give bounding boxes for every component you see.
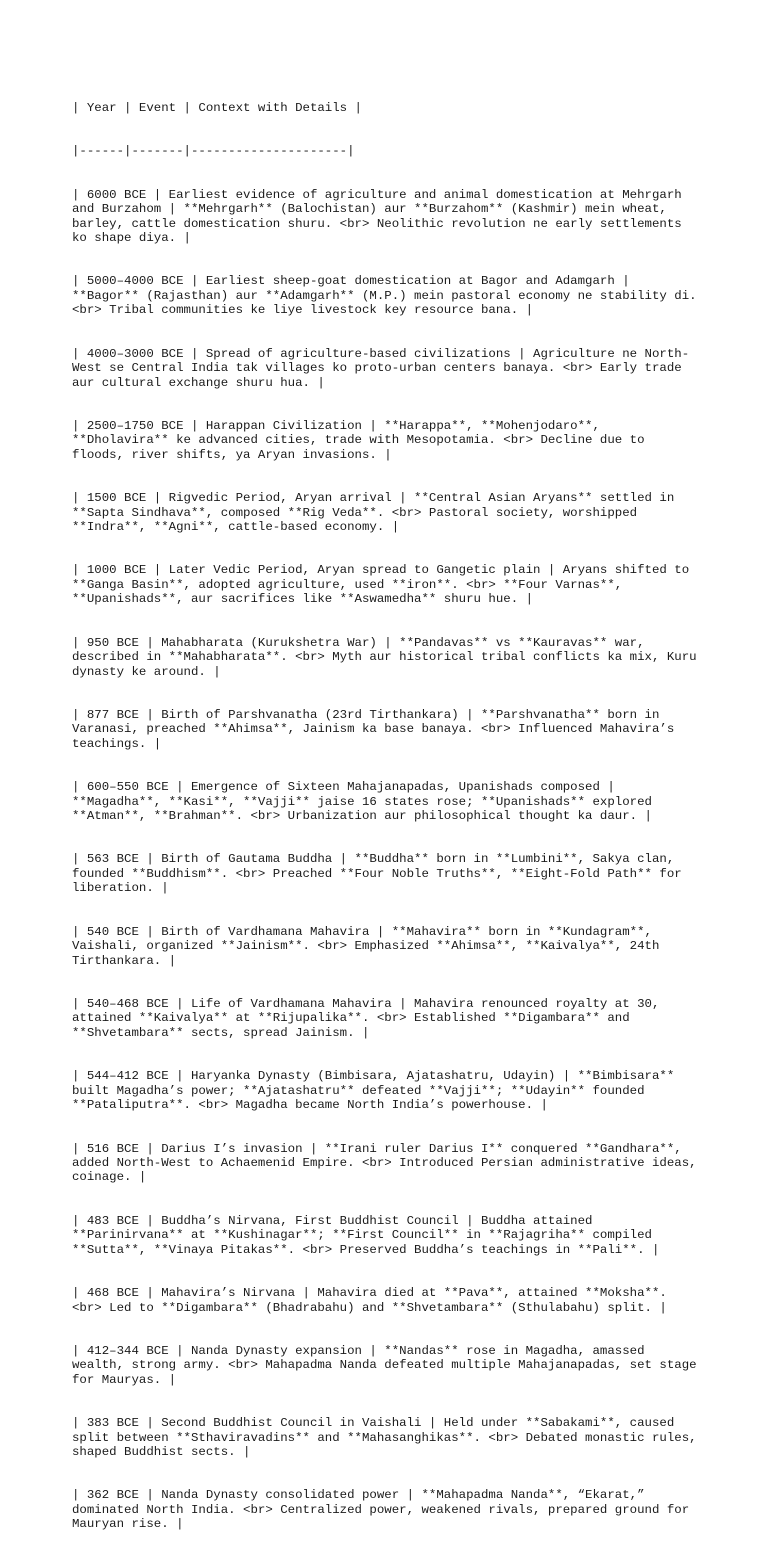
table-row-468-bce: | 468 BCE | Mahavira’s Nirvana | Mahavira died at **Pava**, attained **Moksha**. <br> Led to **Digambara** (Bhadrabahu) and **Shvetambara** (Sthulabahu) split. | xyxy=(72,1286,675,1315)
table-row-600-550-bce: | 600–550 BCE | Emergence of Sixteen Mahajanapadas, Upanishads composed | **Magadha**, **Kasi**, **Vajji** jaise 16 states rose; **Upanishads** explored **Atman**, **Brahman**. <br> Urbanization aur philosophical thought ka daur. | xyxy=(72,780,660,824)
table-row-5000-4000-bce: | 5000–4000 BCE | Earliest sheep-goat domestication at Bagor and Adamgarh | **Bagor** (Rajasthan) aur **Adamgarh** (M.P.) mein pastoral economy ne stability di. <br> Tribal communities ke liye livestock key resource bana. | xyxy=(72,274,705,318)
table-header-line: | Year | Event | Context with Details | xyxy=(72,100,362,115)
table-row-483-bce: | 483 BCE | Buddha’s Nirvana, First Buddhist Council | Buddha attained **Parinirvana** at **Kushinagar**; **First Council** in **Rajagriha** compiled **Sutta**, **Vinaya Pitakas**. <br> Preserved Buddha’s teachings in **Pali**. | xyxy=(72,1213,660,1257)
table-separator-line: |------|-------|---------------------| xyxy=(72,144,355,159)
document-page xyxy=(72,72,705,1546)
table-row-383-bce: | 383 BCE | Second Buddhist Council in Vaishali | Held under **Sabakami**, caused split between **Sthaviravadins** and **Mahasanghikas**. <br> Debated monastic rules, shaped Buddhist sects. | xyxy=(72,1416,705,1460)
table-row-4000-3000-bce: | 4000–3000 BCE | Spread of agriculture-based civilizations | Agriculture ne North-West se Central India tak villages ko proto-urban centers banaya. <br> Early trade aur cultural exchange shuru hua. | xyxy=(72,346,690,390)
table-row-563-bce: | 563 BCE | Birth of Gautama Buddha | **Buddha** born in **Lumbini**, Sakya clan, founded **Buddhism**. <br> Preached **Four Noble Truths**, **Eight-Fold Path** for liberation. | xyxy=(72,852,690,896)
table-row-544-412-bce: | 544–412 BCE | Haryanka Dynasty (Bimbisara, Ajatashatru, Udayin) | **Bimbisara** built Magadha’s power; **Ajatashatru** defeated **Vajji**; **Udayin** founded **Pataliputra**. <br> Magadha became North India’s powerhouse. | xyxy=(72,1069,682,1113)
table-row-1000-bce: | 1000 BCE | Later Vedic Period, Aryan spread to Gangetic plain | Aryans shifted to **Ganga Basin**, adopted agriculture, used **iron**. <br> **Four Varnas**, **Upanishads**, aur sacrifices like **Aswamedha** shuru hue. | xyxy=(72,563,697,607)
table-row-1500-bce: | 1500 BCE | Rigvedic Period, Aryan arrival | **Central Asian Aryans** settled in **Sapta Sindhava**, composed **Rig Veda**. <br> Pastoral society, worshipped **Indra**, **Agni**, cattle-based economy. | xyxy=(72,491,682,535)
table-row-6000-bce: | 6000 BCE | Earliest evidence of agriculture and animal domestication at Mehrgarh and Burzahom | **Mehrgarh** (Balochistan) aur **Burzahom** (Kashmir) mein wheat, barley, cattle domestication shuru. <br> Neolithic revolution ne early settlements ko shape diya. | xyxy=(72,187,690,245)
table-row-540-bce: | 540 BCE | Birth of Vardhamana Mahavira | **Mahavira** born in **Kundagram**, Vaishali, organized **Jainism**. <br> Emphasized **Ahimsa**, **Kaivalya**, 24th Tirthankara. | xyxy=(72,924,667,968)
table-row-950-bce: | 950 BCE | Mahabharata (Kurukshetra War) | **Pandavas** vs **Kauravas** war, described in **Mahabharata**. <br> Myth aur historical tribal conflicts ka mix, Kuru dynasty ke around. | xyxy=(72,635,705,679)
table-row-516-bce: | 516 BCE | Darius I’s invasion | **Irani ruler Darius I** conquered **Gandhara**, added North-West to Achaemenid Empire. <br> Introduced Persian administrative ideas, coinage. | xyxy=(72,1141,705,1185)
table-row-877-bce: | 877 BCE | Birth of Parshvanatha (23rd Tirthankara) | **Parshvanatha** born in Varanasi, preached **Ahimsa**, Jainism ka base banaya. <br> Influenced Mahavira’s teachings. | xyxy=(72,707,682,751)
table-row-2500-1750-bce: | 2500–1750 BCE | Harappan Civilization | **Harappa**, **Mohenjodaro**, **Dholavira** ke advanced cities, trade with Mesopotamia. <br> Decline due to floods, river shifts, ya Aryan invasions. | xyxy=(72,418,652,462)
table-row-540-468-bce: | 540–468 BCE | Life of Vardhamana Mahavira | Mahavira renounced royalty at 30, attained **Kaivalya** at **Rijupalika**. <br> Established **Digambara** and **Shvetambara** sects, spread Jainism. | xyxy=(72,997,667,1040)
table-row-412-344-bce: | 412–344 BCE | Nanda Dynasty expansion | **Nandas** rose in Magadha, amassed wealth, strong army. <br> Mahapadma Nanda defeated multiple Mahajanapadas, set stage for Mauryas. | xyxy=(72,1343,705,1387)
table-row-362-bce: | 362 BCE | Nanda Dynasty consolidated power | **Mahapadma Nanda**, “Ekarat,” dominated North India. <br> Centralized power, weakened rivals, prepared ground for Mauryan rise. | xyxy=(72,1488,697,1532)
